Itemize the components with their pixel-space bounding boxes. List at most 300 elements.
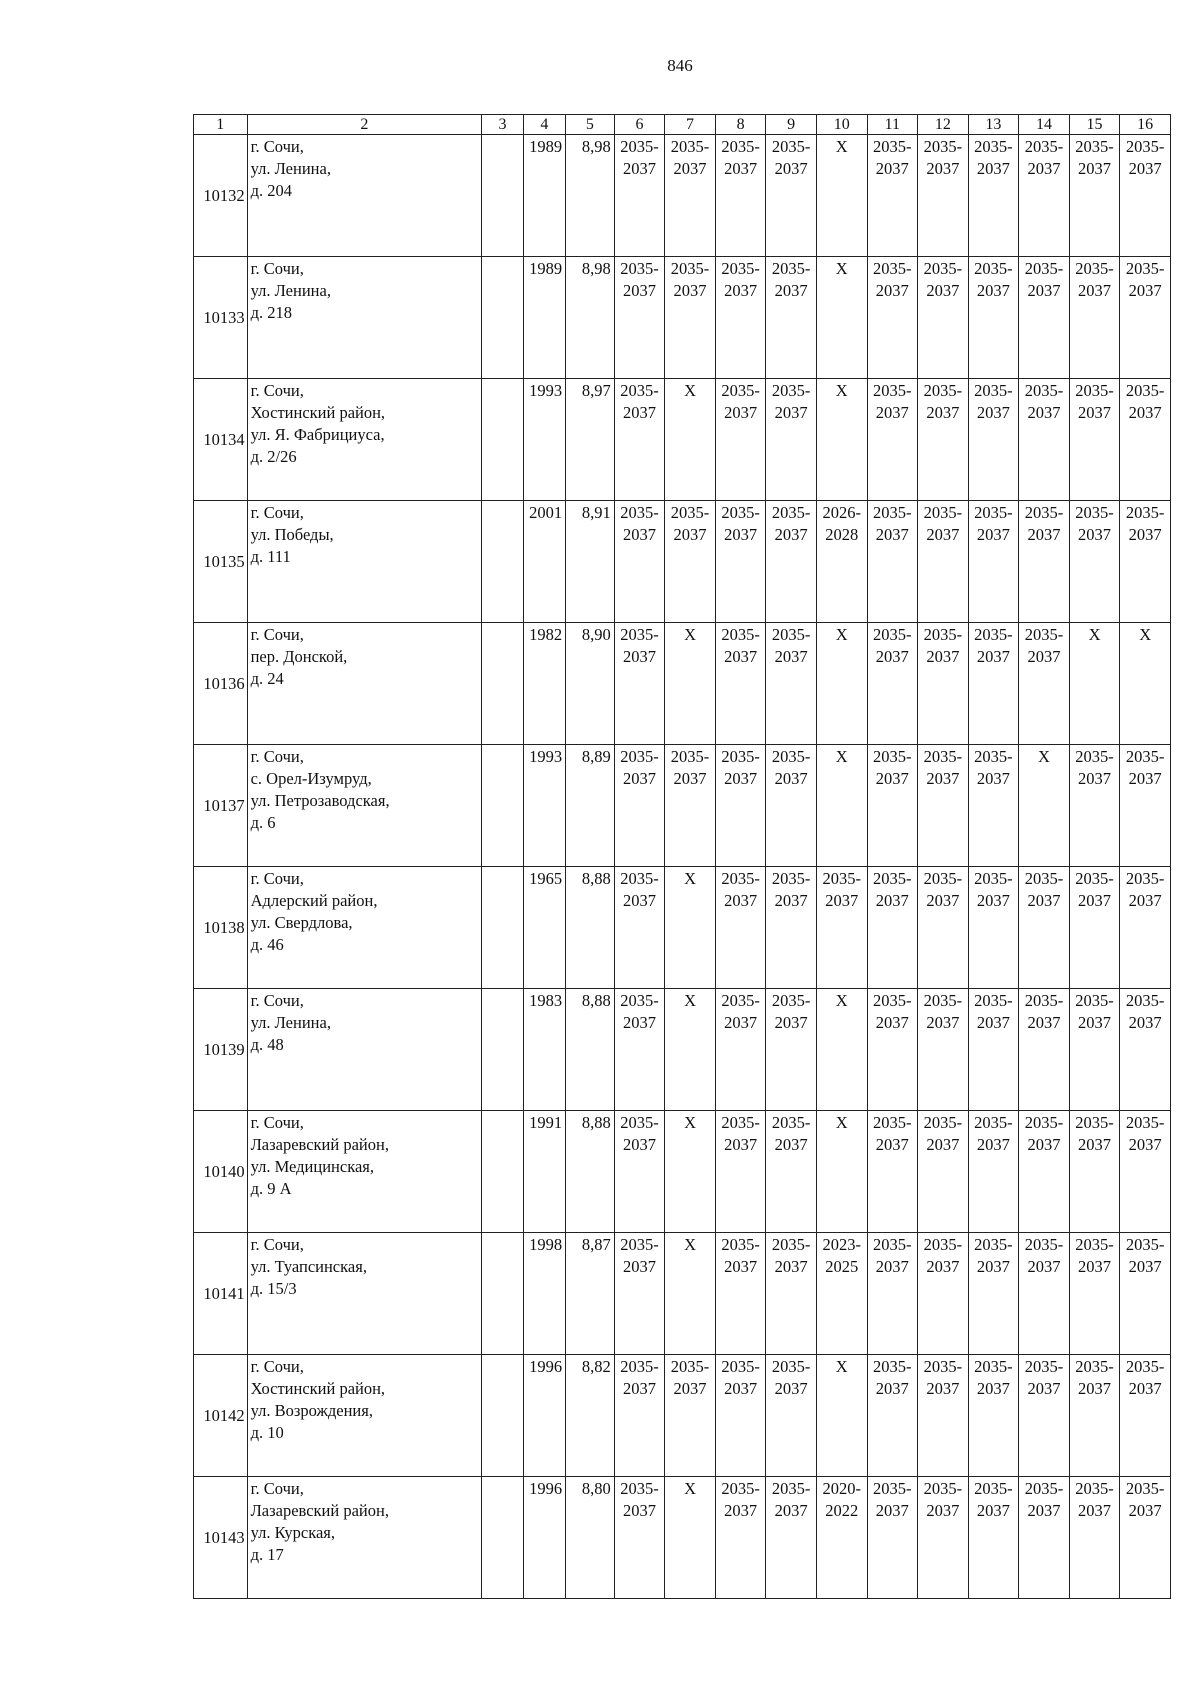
period-start: 2035- [974, 137, 1013, 156]
address-line: ул. Ленина, [250, 281, 331, 300]
period-end: 2037 [926, 647, 960, 666]
year-cell: 1989 [523, 135, 565, 257]
period-start: 2035- [620, 137, 659, 156]
period-start: 2035- [873, 381, 912, 400]
year-cell: 1965 [523, 867, 565, 989]
period-end: 2037 [926, 769, 960, 788]
period-cell [918, 1233, 969, 1355]
period-start: 2035- [923, 747, 963, 766]
period-end: 2037 [673, 159, 707, 178]
period-start: 2035- [923, 625, 963, 644]
period-start: 2035- [1024, 381, 1064, 400]
period-cell [918, 1477, 969, 1599]
period-start: 2035- [1125, 1235, 1165, 1254]
period-end: 2037 [976, 647, 1010, 666]
year-cell: 1998 [523, 1233, 565, 1355]
period-start: 2023- [822, 1235, 861, 1254]
period-start: 2035- [923, 137, 963, 156]
period-cell [1019, 1111, 1070, 1233]
period-start: 2035- [1075, 503, 1114, 522]
period-cell: Х [816, 745, 867, 867]
period-start: 2035- [974, 1235, 1013, 1254]
table-row [194, 257, 1171, 379]
table-row [194, 1233, 1171, 1355]
period-end: 2037 [1128, 1013, 1162, 1032]
column-number: 2 [247, 115, 482, 135]
address-cell [247, 1355, 482, 1477]
period-cell: Х [665, 1111, 716, 1233]
period-end: 2037 [724, 1501, 758, 1520]
period-start: 2035- [721, 1235, 760, 1254]
column-number: 9 [766, 115, 817, 135]
period-end: 2037 [1027, 403, 1061, 422]
record-id: 10142 [194, 1355, 248, 1477]
empty-cell [482, 1355, 523, 1477]
period-cell [1019, 867, 1070, 989]
period-cell [1120, 257, 1171, 379]
period-start: 2035- [721, 747, 760, 766]
period-cell [1019, 1355, 1070, 1477]
period-start: 2035- [873, 259, 912, 278]
period-end: 2037 [673, 281, 707, 300]
score-cell: 8,89 [566, 745, 615, 867]
period-start: 2035- [1075, 869, 1114, 888]
address-cell [247, 379, 482, 501]
period-cell [665, 257, 716, 379]
year-cell: 1996 [523, 1477, 565, 1599]
period-cell [918, 745, 969, 867]
period-cell [766, 623, 817, 745]
period-start: 2035- [771, 625, 811, 644]
period-start: 2035- [771, 1113, 811, 1132]
period-end: 2037 [976, 1379, 1010, 1398]
period-cell [918, 867, 969, 989]
address-line: д. 9 А [250, 1179, 292, 1198]
period-start: 2035- [923, 1235, 963, 1254]
period-cell [918, 1111, 969, 1233]
period-cell [766, 1355, 817, 1477]
period-cell [867, 1355, 918, 1477]
address-line: д. 2/26 [250, 447, 297, 466]
period-start: 2035- [923, 1479, 963, 1498]
address-line: г. Сочи, [250, 991, 304, 1010]
period-cell [1069, 135, 1120, 257]
period-start: 2035- [771, 747, 811, 766]
address-cell [247, 1477, 482, 1599]
period-start: 2035- [771, 381, 811, 400]
column-number: 10 [816, 115, 867, 135]
period-end: 2037 [976, 159, 1010, 178]
address-line: г. Сочи, [250, 1235, 304, 1254]
period-start: 2035- [620, 503, 659, 522]
period-end: 2028 [825, 525, 859, 544]
record-id: 10136 [194, 623, 248, 745]
address-line: д. 24 [250, 669, 284, 688]
period-cell [867, 257, 918, 379]
address-line: д. 17 [250, 1545, 284, 1564]
empty-cell [482, 257, 523, 379]
address-line: д. 15/3 [250, 1279, 297, 1298]
period-start: 2035- [923, 503, 963, 522]
address-line: д. 204 [250, 181, 292, 200]
period-start: 2035- [1075, 1235, 1114, 1254]
address-cell [247, 135, 482, 257]
period-start: 2035- [771, 1357, 811, 1376]
period-start: 2035- [670, 1357, 710, 1376]
period-start: 2035- [620, 1235, 659, 1254]
period-cell: Х [1120, 623, 1171, 745]
address-line: пер. Донской, [250, 647, 348, 666]
period-end: 2037 [976, 891, 1010, 910]
period-start: 2035- [620, 869, 659, 888]
record-id: 10143 [194, 1477, 248, 1599]
period-start: 2035- [620, 747, 659, 766]
period-start: 2035- [923, 381, 963, 400]
period-cell [867, 1477, 918, 1599]
period-cell [867, 1111, 918, 1233]
period-cell [918, 257, 969, 379]
period-start: 2035- [721, 625, 760, 644]
period-cell [1019, 989, 1070, 1111]
period-start: 2035- [771, 503, 811, 522]
period-start: 2035- [1075, 747, 1114, 766]
record-id: 10132 [194, 135, 248, 257]
period-end: 2037 [926, 525, 960, 544]
period-end: 2037 [724, 1379, 758, 1398]
score-cell: 8,87 [566, 1233, 615, 1355]
period-end: 2037 [1128, 1379, 1162, 1398]
period-end: 2037 [1078, 1501, 1112, 1520]
period-cell [766, 1233, 817, 1355]
period-cell [1019, 257, 1070, 379]
period-end: 2037 [724, 891, 758, 910]
period-cell [1120, 867, 1171, 989]
address-line: г. Сочи, [250, 1357, 304, 1376]
period-start: 2035- [974, 869, 1013, 888]
period-start: 2035- [721, 503, 760, 522]
period-end: 2037 [875, 647, 909, 666]
period-start: 2035- [1075, 1113, 1114, 1132]
period-end: 2037 [673, 525, 707, 544]
address-line: д. 6 [250, 813, 276, 832]
period-cell [614, 623, 665, 745]
record-id: 10137 [194, 745, 248, 867]
period-cell [766, 257, 817, 379]
period-end: 2037 [622, 647, 656, 666]
year-cell: 1993 [523, 379, 565, 501]
period-cell [1120, 1233, 1171, 1355]
period-end: 2037 [724, 769, 758, 788]
table-row [194, 379, 1171, 501]
period-cell [614, 135, 665, 257]
period-end: 2025 [825, 1257, 859, 1276]
period-end: 2037 [875, 1257, 909, 1276]
year-cell: 1991 [523, 1111, 565, 1233]
record-id: 10139 [194, 989, 248, 1111]
period-cell: Х [665, 623, 716, 745]
table-row [194, 135, 1171, 257]
address-line: Хостинский район, [250, 403, 386, 422]
column-number: 12 [918, 115, 969, 135]
period-start: 2035- [1125, 503, 1165, 522]
address-cell [247, 745, 482, 867]
period-end: 2037 [724, 1135, 758, 1154]
period-cell [867, 379, 918, 501]
period-start: 2035- [1024, 869, 1064, 888]
period-start: 2035- [721, 1357, 760, 1376]
period-start: 2035- [1024, 991, 1064, 1010]
period-start: 2035- [1125, 1357, 1165, 1376]
period-cell [715, 1477, 766, 1599]
period-cell [1019, 623, 1070, 745]
period-end: 2037 [622, 403, 656, 422]
period-end: 2037 [622, 1135, 656, 1154]
period-end: 2037 [875, 1379, 909, 1398]
period-cell [968, 989, 1019, 1111]
period-end: 2037 [1078, 769, 1112, 788]
period-end: 2037 [1027, 647, 1061, 666]
period-start: 2035- [721, 1479, 760, 1498]
period-cell: Х [816, 379, 867, 501]
period-end: 2037 [1027, 1379, 1061, 1398]
period-cell [665, 501, 716, 623]
period-end: 2037 [976, 1013, 1010, 1032]
address-line: Лазаревский район, [250, 1135, 389, 1154]
period-start: 2035- [923, 259, 963, 278]
address-line: ул. Туапсинская, [250, 1257, 367, 1276]
period-cell: Х [665, 1233, 716, 1355]
period-cell [1120, 989, 1171, 1111]
period-cell [968, 867, 1019, 989]
period-start: 2035- [1024, 503, 1064, 522]
period-start: 2035- [1125, 381, 1165, 400]
period-cell [816, 501, 867, 623]
period-cell [715, 379, 766, 501]
period-cell [715, 501, 766, 623]
address-line: Хостинский район, [250, 1379, 386, 1398]
period-end: 2037 [875, 769, 909, 788]
address-line: ул. Курская, [250, 1523, 335, 1542]
period-cell: Х [816, 1355, 867, 1477]
period-cell [1019, 379, 1070, 501]
year-cell: 1996 [523, 1355, 565, 1477]
table-row [194, 1477, 1171, 1599]
score-cell: 8,91 [566, 501, 615, 623]
column-number: 14 [1019, 115, 1070, 135]
period-end: 2037 [1078, 525, 1112, 544]
period-start: 2035- [1024, 625, 1064, 644]
address-line: д. 10 [250, 1423, 284, 1442]
address-line: г. Сочи, [250, 869, 304, 888]
table-row [194, 501, 1171, 623]
period-end: 2037 [622, 281, 656, 300]
period-start: 2035- [670, 747, 710, 766]
score-cell: 8,88 [566, 867, 615, 989]
period-end: 2037 [976, 1501, 1010, 1520]
score-cell: 8,82 [566, 1355, 615, 1477]
period-start: 2035- [1125, 1479, 1165, 1498]
period-cell: Х [816, 989, 867, 1111]
period-end: 2037 [875, 159, 909, 178]
year-cell: 1983 [523, 989, 565, 1111]
address-line: ул. Ленина, [250, 1013, 331, 1032]
period-start: 2035- [974, 747, 1013, 766]
period-cell [1120, 501, 1171, 623]
period-end: 2037 [622, 1501, 656, 1520]
period-end: 2037 [1078, 1257, 1112, 1276]
address-line: д. 218 [250, 303, 292, 322]
period-start: 2035- [771, 1235, 811, 1254]
period-cell [1069, 745, 1120, 867]
period-start: 2035- [822, 869, 861, 888]
period-cell [614, 989, 665, 1111]
period-cell [766, 867, 817, 989]
period-cell [715, 1111, 766, 1233]
period-end: 2037 [622, 1013, 656, 1032]
table-row [194, 1111, 1171, 1233]
year-cell: 2001 [523, 501, 565, 623]
period-start: 2035- [1075, 1357, 1114, 1376]
period-start: 2035- [974, 381, 1013, 400]
empty-cell [482, 135, 523, 257]
period-cell [816, 1233, 867, 1355]
period-end: 2037 [1128, 281, 1162, 300]
address-line: с. Орел-Изумруд, [250, 769, 372, 788]
record-id: 10133 [194, 257, 248, 379]
column-number: 1 [194, 115, 248, 135]
table-row [194, 867, 1171, 989]
column-number: 3 [482, 115, 523, 135]
period-cell [766, 135, 817, 257]
table-row [194, 745, 1171, 867]
period-end: 2037 [774, 403, 808, 422]
period-end: 2037 [1027, 281, 1061, 300]
period-start: 2035- [1125, 137, 1165, 156]
period-cell [1069, 379, 1120, 501]
address-line: ул. Я. Фабрициуса, [250, 425, 385, 444]
period-end: 2037 [976, 281, 1010, 300]
address-line: г. Сочи, [250, 503, 304, 522]
period-cell: Х [816, 1111, 867, 1233]
period-cell [968, 501, 1019, 623]
period-cell [614, 1355, 665, 1477]
address-cell [247, 989, 482, 1111]
empty-cell [482, 623, 523, 745]
period-start: 2035- [1125, 991, 1165, 1010]
period-start: 2035- [1024, 259, 1064, 278]
period-end: 2037 [1027, 1257, 1061, 1276]
address-line: г. Сочи, [250, 625, 304, 644]
period-end: 2037 [926, 403, 960, 422]
column-number: 6 [614, 115, 665, 135]
period-cell [1069, 867, 1120, 989]
period-end: 2037 [774, 1501, 808, 1520]
period-end: 2037 [622, 769, 656, 788]
period-end: 2037 [724, 159, 758, 178]
period-cell: Х [816, 135, 867, 257]
period-start: 2035- [771, 869, 811, 888]
period-end: 2037 [976, 525, 1010, 544]
period-end: 2037 [1027, 1013, 1061, 1032]
address-line: д. 111 [250, 547, 291, 566]
period-end: 2037 [1128, 525, 1162, 544]
period-end: 2037 [875, 1013, 909, 1032]
column-number-row [194, 115, 1171, 135]
period-cell [1069, 1111, 1120, 1233]
period-cell: Х [1069, 623, 1120, 745]
period-cell [968, 379, 1019, 501]
period-end: 2037 [1128, 1257, 1162, 1276]
period-cell [614, 379, 665, 501]
period-start: 2035- [873, 991, 912, 1010]
score-cell: 8,80 [566, 1477, 615, 1599]
period-cell [1069, 1233, 1120, 1355]
period-cell [968, 1477, 1019, 1599]
period-end: 2037 [875, 525, 909, 544]
period-cell [715, 1355, 766, 1477]
period-cell [1069, 1355, 1120, 1477]
address-cell [247, 1233, 482, 1355]
period-end: 2037 [622, 525, 656, 544]
period-cell [614, 867, 665, 989]
address-line: Лазаревский район, [250, 1501, 389, 1520]
period-start: 2035- [873, 503, 912, 522]
period-start: 2035- [1024, 1113, 1064, 1132]
period-cell [1120, 379, 1171, 501]
period-end: 2037 [774, 1013, 808, 1032]
period-start: 2035- [670, 259, 710, 278]
empty-cell [482, 1233, 523, 1355]
period-end: 2037 [774, 1257, 808, 1276]
address-line: ул. Возрождения, [250, 1401, 373, 1420]
address-cell [247, 867, 482, 989]
period-end: 2037 [1128, 769, 1162, 788]
record-id: 10135 [194, 501, 248, 623]
period-start: 2035- [923, 1357, 963, 1376]
column-number: 13 [968, 115, 1019, 135]
period-cell [715, 257, 766, 379]
period-cell [766, 745, 817, 867]
period-cell [715, 623, 766, 745]
period-start: 2035- [974, 1113, 1013, 1132]
period-cell [867, 623, 918, 745]
period-start: 2035- [620, 1479, 659, 1498]
period-cell [918, 501, 969, 623]
score-cell: 8,97 [566, 379, 615, 501]
period-start: 2035- [1075, 381, 1114, 400]
address-cell [247, 257, 482, 379]
period-end: 2037 [774, 647, 808, 666]
period-end: 2037 [1027, 525, 1061, 544]
column-number: 8 [715, 115, 766, 135]
period-end: 2037 [926, 891, 960, 910]
period-end: 2037 [1128, 1135, 1162, 1154]
period-cell [614, 1111, 665, 1233]
period-cell [614, 1477, 665, 1599]
period-end: 2037 [774, 1379, 808, 1398]
period-cell [665, 745, 716, 867]
period-start: 2035- [1125, 1113, 1165, 1132]
period-start: 2035- [620, 1357, 659, 1376]
period-end: 2037 [875, 281, 909, 300]
housing-table [193, 114, 1171, 1599]
period-cell [867, 1233, 918, 1355]
table-row [194, 623, 1171, 745]
column-number: 16 [1120, 115, 1171, 135]
period-start: 2035- [1075, 137, 1114, 156]
table-row [194, 1355, 1171, 1477]
period-cell [867, 745, 918, 867]
